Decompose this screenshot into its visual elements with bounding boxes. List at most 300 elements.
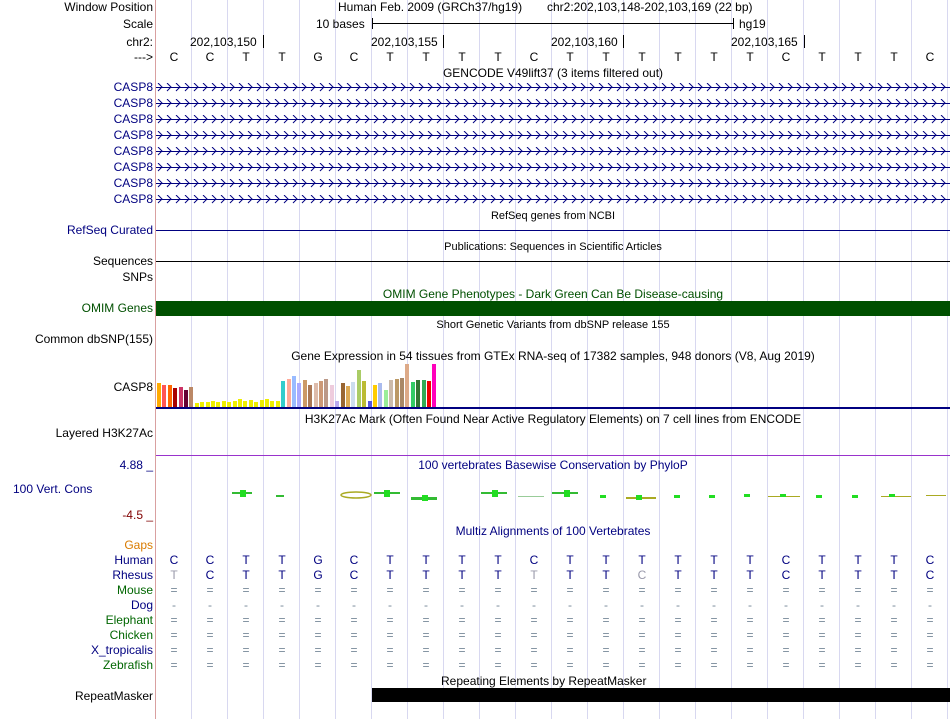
chevron-mark xyxy=(248,115,252,123)
chevron-mark xyxy=(734,195,738,203)
chevron-mark xyxy=(554,195,558,203)
chevron-mark xyxy=(257,115,261,123)
repeatmasker-bar[interactable] xyxy=(372,688,950,702)
chevron-mark xyxy=(671,195,675,203)
gtex-track-title[interactable]: Gene Expression in 54 tissues from GTEx RNA-seq of 17382 samples, 948 donors (V8, Aug 2019) xyxy=(291,349,815,363)
chevron-mark xyxy=(887,179,891,187)
multiz-base: = xyxy=(206,613,214,627)
chevron-mark xyxy=(788,83,792,91)
chevron-mark xyxy=(527,131,531,139)
multiz-base: = xyxy=(674,643,682,657)
chevron-mark xyxy=(896,115,900,123)
gtex-tissue-bar[interactable] xyxy=(287,379,291,407)
multiz-base: T xyxy=(422,568,430,582)
refseq-label[interactable]: RefSeq Curated xyxy=(66,223,153,237)
chevron-mark xyxy=(878,147,882,155)
chevron-mark xyxy=(554,163,558,171)
chevron-mark xyxy=(401,131,405,139)
gtex-tissue-bar[interactable] xyxy=(378,383,382,407)
chevron-mark xyxy=(293,131,297,139)
multiz-base: = xyxy=(314,613,322,627)
chevron-mark xyxy=(185,195,189,203)
gtex-tissue-bar[interactable] xyxy=(168,385,172,407)
gtex-tissue-bar[interactable] xyxy=(395,379,399,407)
chevron-mark xyxy=(392,163,396,171)
gtex-tissue-bar[interactable] xyxy=(351,382,355,407)
chevron-mark xyxy=(860,179,864,187)
chevron-mark xyxy=(356,147,360,155)
chevron-mark xyxy=(851,179,855,187)
chevron-mark xyxy=(635,115,639,123)
chevron-mark xyxy=(509,163,513,171)
chevron-mark xyxy=(770,99,774,107)
chevron-mark xyxy=(905,115,909,123)
gtex-tissue-bar[interactable] xyxy=(389,380,393,407)
chevron-mark xyxy=(635,99,639,107)
chevron-mark xyxy=(365,163,369,171)
multiz-base: = xyxy=(314,628,322,642)
multiz-species-label[interactable]: Chicken xyxy=(109,628,153,642)
gtex-tissue-bar[interactable] xyxy=(362,381,366,407)
chevron-mark xyxy=(545,115,549,123)
chevron-mark xyxy=(806,115,810,123)
multiz-base: = xyxy=(350,628,358,642)
chevron-mark xyxy=(806,163,810,171)
chevron-mark xyxy=(563,83,567,91)
chevron-mark xyxy=(662,163,666,171)
chevron-mark xyxy=(707,83,711,91)
chevron-mark xyxy=(212,83,216,91)
sequence-base: T xyxy=(422,50,430,64)
chevron-mark xyxy=(698,115,702,123)
multiz-species-label[interactable]: Elephant xyxy=(105,613,153,627)
chevron-mark xyxy=(536,163,540,171)
chevron-mark xyxy=(284,99,288,107)
chevron-mark xyxy=(680,147,684,155)
multiz-base: - xyxy=(280,598,284,612)
gtex-tissue-bar[interactable] xyxy=(314,383,318,407)
gaps-label[interactable]: Gaps xyxy=(124,538,153,552)
chevron-mark xyxy=(311,131,315,139)
chevron-mark xyxy=(545,99,549,107)
chevron-mark xyxy=(797,115,801,123)
chevron-mark xyxy=(464,179,468,187)
chevron-mark xyxy=(212,131,216,139)
chevron-mark xyxy=(725,163,729,171)
multiz-base: = xyxy=(494,628,502,642)
multiz-base: C xyxy=(349,568,359,582)
omim-label[interactable]: OMIM Genes xyxy=(81,301,153,315)
chevron-mark xyxy=(464,131,468,139)
chevron-mark xyxy=(500,179,504,187)
chevron-mark xyxy=(302,147,306,155)
chevron-mark xyxy=(644,83,648,91)
chevron-mark xyxy=(446,115,450,123)
multiz-base: = xyxy=(890,658,898,672)
chevron-mark xyxy=(653,195,657,203)
chevron-mark xyxy=(563,179,567,187)
multiz-base: T xyxy=(746,553,754,567)
chevron-mark xyxy=(275,195,279,203)
chevron-mark xyxy=(212,115,216,123)
gtex-tissue-bar[interactable] xyxy=(162,385,166,407)
chevron-mark xyxy=(446,99,450,107)
gtex-tissue-bar[interactable] xyxy=(357,370,361,407)
chevron-mark xyxy=(698,83,702,91)
chevron-mark xyxy=(653,147,657,155)
snps-label[interactable]: SNPs xyxy=(122,270,153,284)
chevron-mark xyxy=(887,99,891,107)
sequence-base: T xyxy=(854,50,862,64)
chevron-mark xyxy=(221,147,225,155)
gtex-tissue-bar[interactable] xyxy=(319,381,323,407)
chevron-mark xyxy=(662,115,666,123)
chevron-mark xyxy=(473,83,477,91)
sequence-base: G xyxy=(313,50,323,64)
chevron-mark xyxy=(275,99,279,107)
chevron-mark xyxy=(797,83,801,91)
multiz-base: C xyxy=(781,568,791,582)
gtex-tissue-bar[interactable] xyxy=(297,383,301,407)
gtex-tissue-bar[interactable] xyxy=(179,387,183,407)
gtex-tissue-bar[interactable] xyxy=(292,376,296,407)
gencode-chevrons xyxy=(156,163,950,172)
chevron-mark xyxy=(266,147,270,155)
gencode-item-label[interactable]: CASP8 xyxy=(113,192,153,206)
gencode-chevrons xyxy=(156,195,950,204)
chevron-mark xyxy=(572,99,576,107)
gtex-tissue-bar[interactable] xyxy=(238,399,242,407)
multiz-base: T xyxy=(386,553,394,567)
chevron-mark xyxy=(887,131,891,139)
chevron-mark xyxy=(437,115,441,123)
gtex-tissue-bar[interactable] xyxy=(173,388,177,407)
chevron-mark xyxy=(320,131,324,139)
gtex-gene-label[interactable]: CASP8 xyxy=(113,380,153,394)
multiz-base: = xyxy=(170,583,178,597)
chevron-mark xyxy=(833,99,837,107)
chevron-mark xyxy=(797,195,801,203)
chevron-mark xyxy=(752,147,756,155)
chevron-mark xyxy=(284,131,288,139)
multiz-base: - xyxy=(388,598,392,612)
chevron-mark xyxy=(671,131,675,139)
chevron-mark xyxy=(536,179,540,187)
refseq-track-title[interactable]: RefSeq genes from NCBI xyxy=(490,210,616,222)
chevron-mark xyxy=(455,163,459,171)
multiz-base: = xyxy=(314,658,322,672)
gtex-tissue-bar[interactable] xyxy=(189,387,193,407)
multiz-track-title[interactable]: Multiz Alignments of 100 Vertebrates xyxy=(455,524,651,538)
multiz-base: = xyxy=(278,613,286,627)
chevron-mark xyxy=(284,195,288,203)
chrom-label: chr2: xyxy=(126,35,153,49)
chevron-mark xyxy=(833,195,837,203)
multiz-base: T xyxy=(890,553,898,567)
chevron-mark xyxy=(941,179,945,187)
chevron-mark xyxy=(473,179,477,187)
chevron-mark xyxy=(761,179,765,187)
multiz-base: C xyxy=(169,553,179,567)
chevron-mark xyxy=(410,195,414,203)
chevron-mark xyxy=(833,163,837,171)
conservation-marks xyxy=(232,490,946,501)
multiz-species-label[interactable]: Rhesus xyxy=(112,568,153,582)
chevron-mark xyxy=(221,99,225,107)
chevron-mark xyxy=(779,99,783,107)
h3k27ac-line xyxy=(156,455,950,456)
chevron-mark xyxy=(680,195,684,203)
gtex-tissue-bar[interactable] xyxy=(281,381,285,407)
chevron-mark xyxy=(185,83,189,91)
chevron-mark xyxy=(716,195,720,203)
chevron-mark xyxy=(509,83,513,91)
chevron-mark xyxy=(302,83,306,91)
repeatmasker-label[interactable]: RepeatMasker xyxy=(74,689,153,703)
chevron-mark xyxy=(662,131,666,139)
chevron-mark xyxy=(203,163,207,171)
chevron-mark xyxy=(518,195,522,203)
chevron-mark xyxy=(824,99,828,107)
chevron-mark xyxy=(761,147,765,155)
common-dbsnp-label[interactable]: Common dbSNP(155) xyxy=(34,332,153,346)
chevron-mark xyxy=(437,195,441,203)
chevron-mark xyxy=(635,83,639,91)
chevron-mark xyxy=(383,163,387,171)
multiz-base: = xyxy=(566,643,574,657)
gtex-tissue-bar[interactable] xyxy=(400,378,404,407)
chevron-mark xyxy=(860,131,864,139)
gtex-tissue-bar[interactable] xyxy=(422,380,426,407)
chevron-mark xyxy=(338,115,342,123)
chevron-mark xyxy=(266,131,270,139)
chevron-mark xyxy=(788,115,792,123)
gencode-item-label[interactable]: CASP8 xyxy=(113,112,153,126)
sequence-base: T xyxy=(602,50,610,64)
multiz-species-label[interactable]: Human xyxy=(114,553,153,567)
chevron-mark xyxy=(725,147,729,155)
chevron-mark xyxy=(311,115,315,123)
chevron-mark xyxy=(158,99,162,107)
chevron-mark xyxy=(788,179,792,187)
multiz-base: = xyxy=(710,613,718,627)
multiz-base: = xyxy=(386,643,394,657)
multiz-species-label[interactable]: X_tropicalis xyxy=(90,643,153,657)
multiz-species-label[interactable]: Mouse xyxy=(116,583,153,597)
chevron-mark xyxy=(716,115,720,123)
gtex-tissue-bar[interactable] xyxy=(411,382,415,407)
multiz-base: = xyxy=(278,583,286,597)
chevron-mark xyxy=(689,131,693,139)
gtex-tissue-bar[interactable] xyxy=(405,364,409,407)
chevron-mark xyxy=(698,99,702,107)
gtex-tissue-bar[interactable] xyxy=(373,385,377,407)
chevron-mark xyxy=(590,131,594,139)
h3k27ac-track-title[interactable]: H3K27Ac Mark (Often Found Near Active Regulatory Elements) on 7 cell lines from ENCODE xyxy=(304,412,802,426)
sequence-base: T xyxy=(386,50,394,64)
multiz-base: = xyxy=(782,628,790,642)
chevron-mark xyxy=(635,163,639,171)
chevron-mark xyxy=(320,99,324,107)
chevron-mark xyxy=(365,131,369,139)
chevron-mark xyxy=(230,179,234,187)
multiz-base: = xyxy=(566,628,574,642)
chevron-mark xyxy=(527,115,531,123)
chevron-mark xyxy=(734,179,738,187)
gencode-item-label[interactable]: CASP8 xyxy=(113,144,153,158)
chevron-mark xyxy=(707,115,711,123)
chevron-mark xyxy=(617,147,621,155)
gtex-tissue-bar[interactable] xyxy=(427,381,431,407)
dbsnp-track-title[interactable]: Short Genetic Variants from dbSNP release 155 xyxy=(436,319,670,331)
chevron-mark xyxy=(761,163,765,171)
multiz-base: = xyxy=(314,583,322,597)
chevron-mark xyxy=(527,179,531,187)
gtex-tissue-bar[interactable] xyxy=(432,364,436,407)
chevron-mark xyxy=(248,179,252,187)
gtex-tissue-bar[interactable] xyxy=(265,399,269,407)
chevron-mark xyxy=(428,179,432,187)
chevron-mark xyxy=(392,147,396,155)
gtex-tissue-bar[interactable] xyxy=(308,385,312,407)
multiz-base: T xyxy=(458,553,466,567)
gencode-item-label[interactable]: CASP8 xyxy=(113,176,153,190)
chevron-mark xyxy=(194,179,198,187)
chevron-mark xyxy=(689,147,693,155)
chevron-mark xyxy=(914,163,918,171)
chevron-mark xyxy=(455,147,459,155)
chevron-mark xyxy=(815,99,819,107)
gtex-tissue-bar[interactable] xyxy=(184,390,188,407)
chevron-mark xyxy=(338,179,342,187)
chevron-mark xyxy=(302,115,306,123)
chevron-mark xyxy=(941,195,945,203)
multiz-base: = xyxy=(530,643,538,657)
multiz-base: C xyxy=(349,553,359,567)
chevron-mark xyxy=(482,99,486,107)
chevron-mark xyxy=(239,163,243,171)
multiz-base: = xyxy=(386,658,394,672)
chevron-mark xyxy=(239,83,243,91)
chevron-mark xyxy=(842,99,846,107)
gtex-tissue-bar[interactable] xyxy=(384,390,388,407)
gencode-item-label[interactable]: CASP8 xyxy=(113,128,153,142)
scale-tick-right xyxy=(733,18,734,29)
chevron-mark xyxy=(572,147,576,155)
chevron-mark xyxy=(581,147,585,155)
chevron-mark xyxy=(509,195,513,203)
chevron-mark xyxy=(347,147,351,155)
chevron-mark xyxy=(725,131,729,139)
chevron-mark xyxy=(842,147,846,155)
sequence-base: T xyxy=(890,50,898,64)
conservation-track-title[interactable]: 100 vertebrates Basewise Conservation by PhyloP xyxy=(418,458,688,472)
multiz-species-label[interactable]: Zebrafish xyxy=(102,658,153,672)
chevron-mark xyxy=(662,83,666,91)
gtex-bar-graph[interactable] xyxy=(156,364,950,407)
chevron-mark xyxy=(824,131,828,139)
multiz-species-label[interactable]: Dog xyxy=(130,598,153,612)
sequence-base: T xyxy=(494,50,502,64)
gtex-tissue-bar[interactable] xyxy=(330,385,334,407)
chevron-mark xyxy=(563,163,567,171)
conservation-label[interactable]: 100 Vert. Cons xyxy=(13,482,93,496)
chevron-mark xyxy=(716,147,720,155)
gencode-item-label[interactable]: CASP8 xyxy=(113,80,153,94)
gencode-item-label[interactable]: CASP8 xyxy=(113,160,153,174)
chevron-mark xyxy=(383,195,387,203)
multiz-base: T xyxy=(674,553,682,567)
chevron-mark xyxy=(464,163,468,171)
multiz-base: - xyxy=(244,598,248,612)
chevron-mark xyxy=(770,163,774,171)
sequences-label[interactable]: Sequences xyxy=(92,254,153,268)
publications-track-title[interactable]: Publications: Sequences in Scientific Articles xyxy=(444,241,662,253)
omim-track-title[interactable]: OMIM Gene Phenotypes - Dark Green Can Be Disease-causing xyxy=(382,287,724,301)
chevron-mark xyxy=(905,99,909,107)
omim-bar[interactable] xyxy=(156,301,950,316)
chevron-mark xyxy=(608,163,612,171)
multiz-base: = xyxy=(746,583,754,597)
chevron-mark xyxy=(842,163,846,171)
chevron-mark xyxy=(185,147,189,155)
gtex-tissue-bar[interactable] xyxy=(303,380,307,407)
multiz-base: = xyxy=(458,628,466,642)
chevron-mark xyxy=(851,99,855,107)
chevron-mark xyxy=(230,195,234,203)
chevron-mark xyxy=(473,99,477,107)
chevron-mark xyxy=(635,131,639,139)
chevron-mark xyxy=(185,179,189,187)
chevron-mark xyxy=(257,131,261,139)
gtex-tissue-bar[interactable] xyxy=(341,383,345,407)
gencode-item-label[interactable]: CASP8 xyxy=(113,96,153,110)
chevron-mark xyxy=(626,99,630,107)
repeatmasker-track-title[interactable]: Repeating Elements by RepeatMasker xyxy=(441,674,647,688)
multiz-base: T xyxy=(458,568,466,582)
gtex-tissue-bar[interactable] xyxy=(157,383,161,407)
chevron-mark xyxy=(716,131,720,139)
chevron-mark xyxy=(599,131,603,139)
gtex-tissue-bar[interactable] xyxy=(346,386,350,407)
chevron-mark xyxy=(563,131,567,139)
sequence-base: C xyxy=(205,50,215,64)
multiz-base: T xyxy=(818,553,826,567)
multiz-base: = xyxy=(458,583,466,597)
multiz-base: C xyxy=(205,553,215,567)
gtex-tissue-bar[interactable] xyxy=(260,400,264,407)
h3k27ac-label[interactable]: Layered H3K27Ac xyxy=(55,426,153,440)
chevron-mark xyxy=(860,99,864,107)
coord-tick-1 xyxy=(263,35,264,48)
chevron-mark xyxy=(266,195,270,203)
gtex-tissue-bar[interactable] xyxy=(416,380,420,407)
gencode-track-title[interactable]: GENCODE V49lift37 (3 items filtered out) xyxy=(442,66,664,80)
chevron-mark xyxy=(644,179,648,187)
chevron-mark xyxy=(356,163,360,171)
chevron-mark xyxy=(284,179,288,187)
multiz-base: - xyxy=(712,598,716,612)
multiz-base: = xyxy=(710,628,718,642)
chevron-mark xyxy=(266,163,270,171)
chevron-mark xyxy=(725,99,729,107)
multiz-base: = xyxy=(602,613,610,627)
chevron-mark xyxy=(221,115,225,123)
multiz-base: = xyxy=(242,643,250,657)
gtex-tissue-bar[interactable] xyxy=(324,379,328,407)
multiz-base: = xyxy=(530,658,538,672)
gtex-tissue-bar[interactable] xyxy=(249,400,253,407)
